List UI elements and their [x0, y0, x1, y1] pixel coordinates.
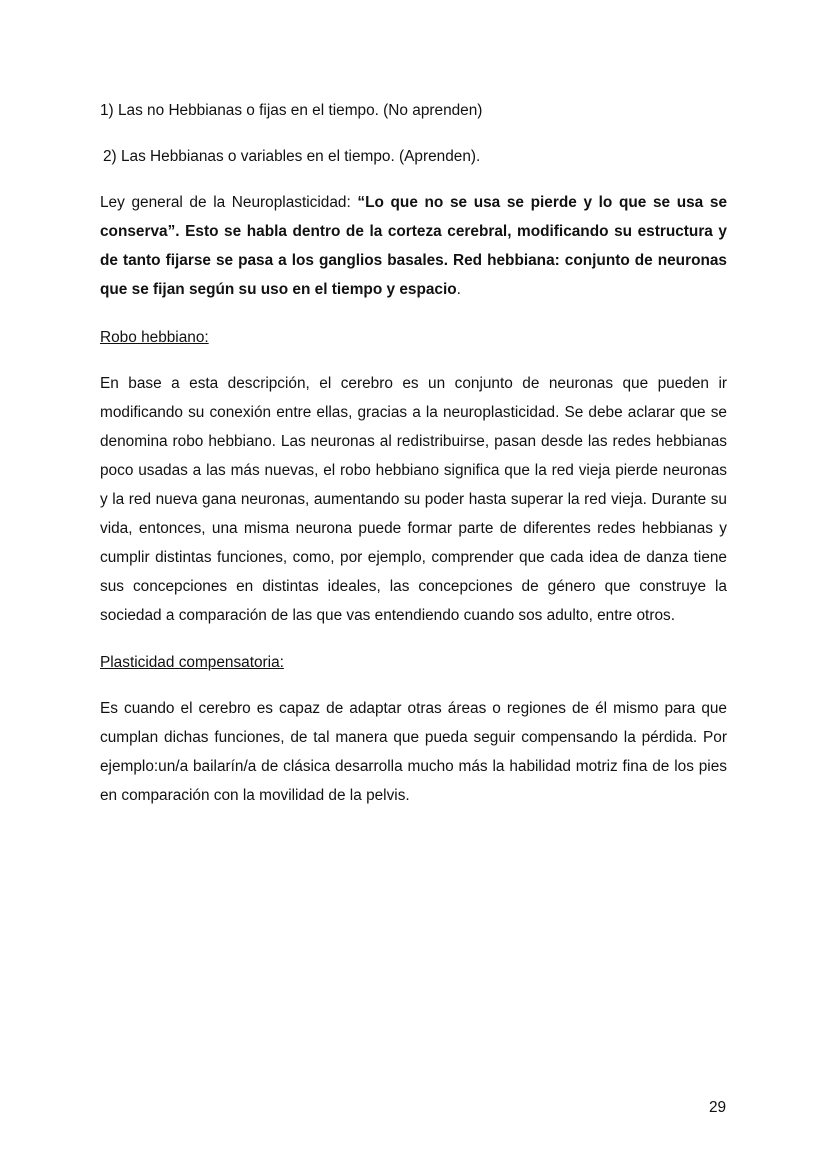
list-item-non-hebbian: 1) Las no Hebbianas o fijas en el tiempo. (No aprenden): [100, 102, 483, 119]
section-heading-plasticidad-compensatoria: Plasticidad compensatoria:: [100, 654, 284, 671]
paragraph-plasticidad-compensatoria: Es cuando el cerebro es capaz de adaptar otras áreas o regiones de él mismo para que cumplan dichas funciones, de tal manera que pueda seguir compensando la pérdida. Por ejemplo:un/a bailarín/a de clásica desarrolla mucho más la habilidad motriz fina de los pies en comparación con la movilidad de la pelvis.: [100, 700, 727, 804]
law-intro: Ley general de la Neuroplasticidad:: [100, 194, 358, 211]
law-end: .: [456, 281, 461, 298]
document-page: [100, 96, 727, 828]
page-number: 29: [709, 1099, 727, 1116]
section-heading-robo-hebbiano: Robo hebbiano:: [100, 329, 209, 346]
list-item-hebbian: 2) Las Hebbianas o variables en el tiempo. (Aprenden).: [103, 148, 481, 165]
law-quote: “Lo que no se usa se pierde y lo que se usa se conserva”: [100, 194, 727, 240]
neuroplasticity-law-paragraph: [100, 188, 727, 304]
paragraph-robo-hebbiano: En base a esta descripción, el cerebro es un conjunto de neuronas que pueden ir modificando su conexión entre ellas, gracias a la neuroplasticidad. Se debe aclarar que se denomina robo hebbiano. Las neuronas al redistribuirse, pasan desde las redes hebbianas poco usadas a las más nuevas, el robo hebbiano significa que la red vieja pierde neuronas y la red nueva gana neuronas, aumentando su poder hasta superar la red vieja. Durante su vida, entonces, una misma neurona puede formar parte de diferentes redes hebbianas y cumplir distintas funciones, como, por ejemplo, comprender que cada idea de danza tiene sus concepciones en distintas ideales, las concepciones de género que construye la sociedad a comparación de las que vas entendiendo cuando sos adulto, entre otros.: [100, 375, 727, 624]
law-explanation: . Esto se habla dentro de la corteza cerebral, modificando su estructura y de tanto fijarse se pasa a los ganglios basales. Red hebbiana: conjunto de neuronas que se fijan según su uso en el tiempo y espacio: [100, 223, 727, 298]
